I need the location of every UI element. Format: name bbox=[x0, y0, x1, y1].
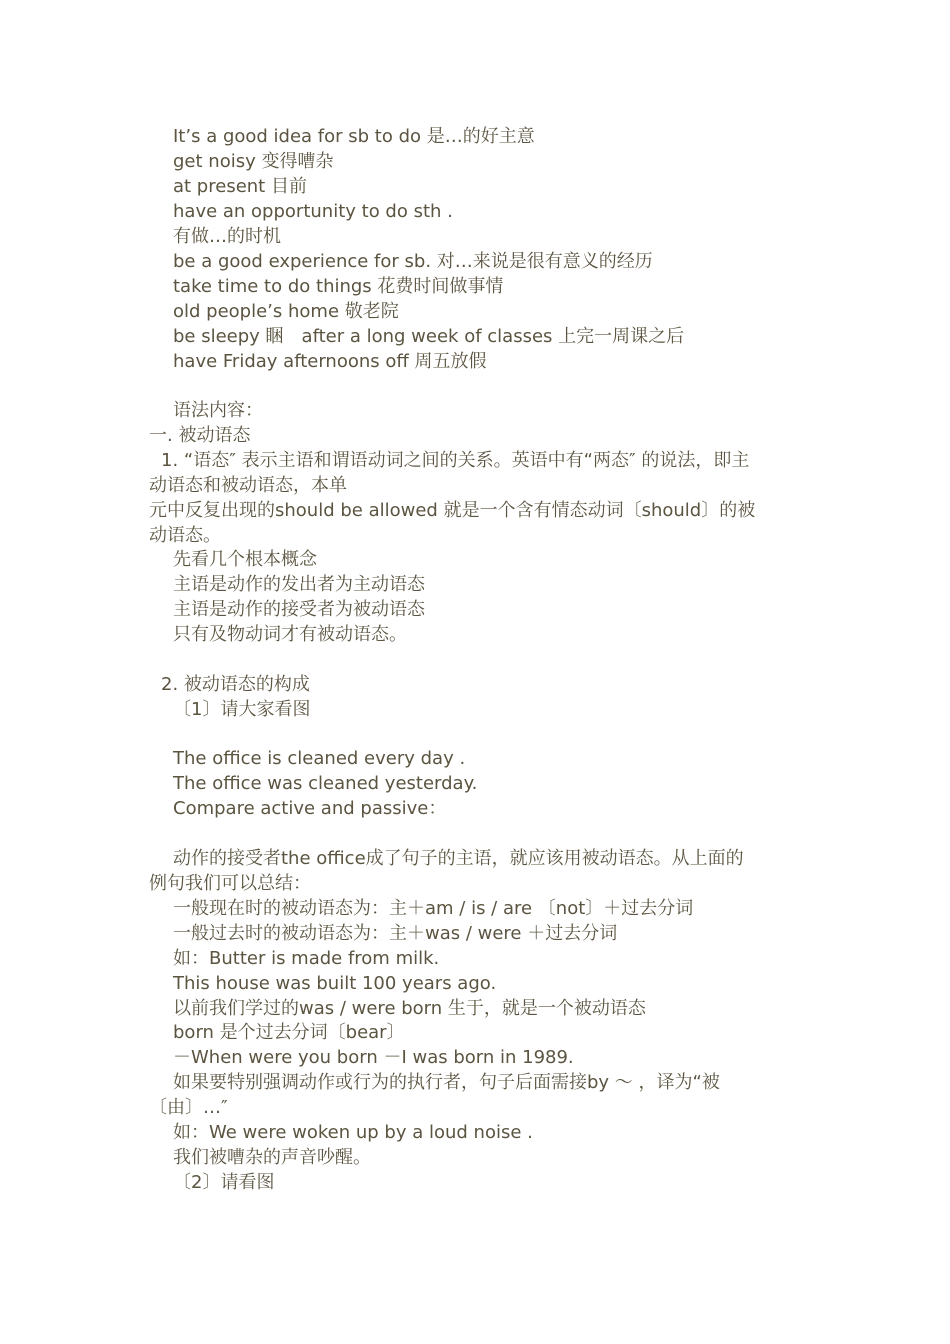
subheading: 〔2〕请看图 bbox=[173, 1172, 275, 1193]
agent-example: 我们被嘈杂的声音吵醒。 bbox=[173, 1147, 371, 1168]
example-sentence: The office was cleaned yesterday. bbox=[173, 773, 478, 794]
vocab-line: have Friday afternoons off 周五放假 bbox=[173, 351, 487, 372]
rule-line: 如：Butter is made from milk. bbox=[173, 948, 440, 969]
example-sentence: The office is cleaned every day . bbox=[173, 748, 466, 769]
rule-line: 一般现在时的被动语态为：主＋am / is / are 〔not〕＋过去分词 bbox=[173, 898, 694, 919]
vocab-line: at present 目前 bbox=[173, 176, 307, 197]
vocab-line: be sleepy 睏 after a long week of classes 上完一周课之后 bbox=[173, 326, 685, 347]
concept-line: 先看几个根本概念 bbox=[173, 549, 317, 570]
subheading: 〔1〕请大家看图 bbox=[173, 699, 311, 720]
paragraph-line: 1. “语态″ 表示主语和谓语动词之间的关系。英语中有“两态″ 的说法，即主 bbox=[161, 450, 750, 471]
rule-line: born 是个过去分词〔bear〕 bbox=[173, 1022, 405, 1043]
rule-line: 以前我们学过的was / were born 生于，就是一个被动语态 bbox=[173, 998, 646, 1019]
summary-line: 动作的接受者the office成了句子的主语，就应该用被动语态。从上面的 bbox=[173, 848, 744, 869]
summary-line: 例句我们可以总结： bbox=[149, 873, 311, 894]
rule-line: －When were you born －I was born in 1989. bbox=[173, 1047, 574, 1068]
vocab-line: It’s a good idea for sb to do 是…的好主意 bbox=[173, 126, 535, 147]
vocab-line: be a good experience for sb. 对…来说是很有意义的经历 bbox=[173, 251, 653, 272]
vocab-line: get noisy 变得嘈杂 bbox=[173, 151, 334, 172]
rule-line: This house was built 100 years ago. bbox=[173, 973, 497, 994]
section-title-structure: 2. 被动语态的构成 bbox=[161, 674, 310, 695]
agent-example: 如：We were woken up by a loud noise . bbox=[173, 1122, 533, 1143]
example-sentence: Compare active and passive： bbox=[173, 798, 447, 819]
paragraph-line: 元中反复出现的should be allowed 就是一个含有情态动词〔should〕的被 bbox=[149, 500, 756, 521]
rule-line: 一般过去时的被动语态为：主＋was / were ＋过去分词 bbox=[173, 923, 618, 944]
grammar-heading: 语法内容： bbox=[173, 400, 263, 421]
vocab-line: have an opportunity to do sth . bbox=[173, 201, 453, 222]
concept-line: 只有及物动词才有被动语态。 bbox=[173, 624, 407, 645]
concept-line: 主语是动作的接受者为被动语态 bbox=[173, 599, 425, 620]
paragraph-line: 动语态。 bbox=[149, 525, 221, 546]
paragraph-line: 动语态和被动语态，本单 bbox=[149, 475, 347, 496]
section-title-passive-voice: 一. 被动语态 bbox=[149, 425, 251, 446]
concept-line: 主语是动作的发出者为主动语态 bbox=[173, 574, 425, 595]
vocab-line: take time to do things 花费时间做事情 bbox=[173, 276, 504, 297]
agent-line: 〔由〕…″ bbox=[149, 1097, 228, 1118]
vocab-line: 有做…的时机 bbox=[173, 226, 281, 247]
agent-line: 如果要特别强调动作或行为的执行者，句子后面需接by ～ ，译为“被 bbox=[173, 1072, 720, 1093]
vocab-line: old people’s home 敬老院 bbox=[173, 301, 399, 322]
